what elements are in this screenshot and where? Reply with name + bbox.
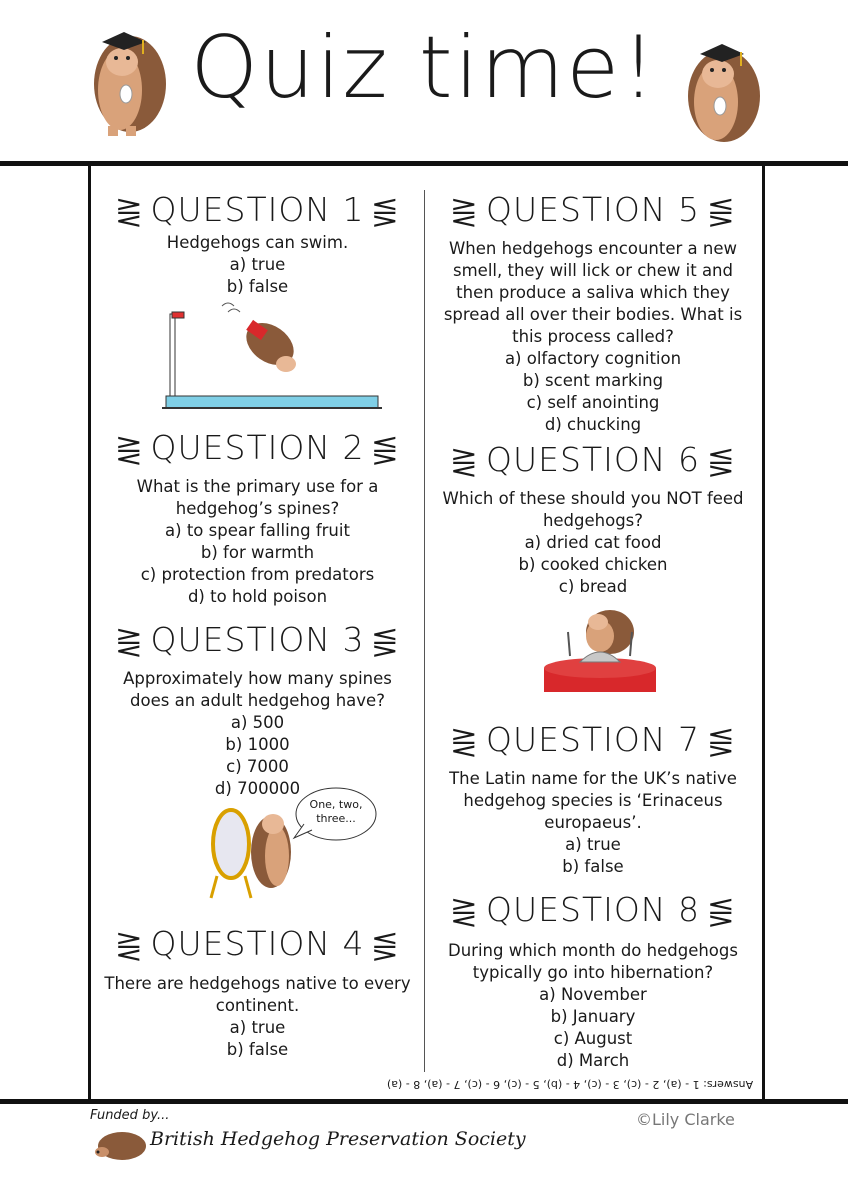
question-text: this process called? bbox=[512, 327, 674, 346]
option: b) false bbox=[226, 277, 289, 296]
option: a) November bbox=[539, 985, 647, 1004]
question-7-body bbox=[428, 768, 758, 878]
speech-bubble-text bbox=[296, 798, 376, 826]
arrow-left-icon: ⋚ bbox=[371, 932, 401, 962]
arrow-left-icon: ⋚ bbox=[371, 628, 401, 658]
option: c) protection from predators bbox=[140, 565, 375, 584]
question-text: When hedgehogs encounter a new bbox=[448, 239, 737, 258]
question-1-heading: ⋛ QUESTION 1 ⋚ bbox=[114, 190, 401, 229]
author-credit: ©Lily Clarke bbox=[636, 1110, 735, 1129]
diving-hedgehog-illustration bbox=[162, 300, 382, 412]
arrow-right-icon: ⋛ bbox=[449, 198, 480, 228]
option: a) true bbox=[565, 835, 621, 854]
footer-rule bbox=[0, 1099, 848, 1104]
society-name: British Hedgehog Preservation Society bbox=[150, 1128, 526, 1150]
question-text: hedgehog species is ‘Erinaceus bbox=[463, 791, 723, 810]
option: d) March bbox=[556, 1051, 630, 1070]
question-4-body bbox=[95, 973, 420, 1061]
option: a) true bbox=[229, 255, 286, 274]
question-text: Hedgehogs can swim. bbox=[166, 233, 349, 252]
option: c) 7000 bbox=[226, 757, 289, 776]
question-3-body bbox=[95, 668, 420, 800]
arrow-left-icon: ⋚ bbox=[706, 728, 737, 758]
arrow-left-icon: ⋚ bbox=[706, 448, 737, 478]
column-divider bbox=[424, 190, 425, 1072]
option: b) 1000 bbox=[225, 735, 290, 754]
arrow-right-icon: ⋛ bbox=[449, 728, 480, 758]
arrow-right-icon: ⋛ bbox=[114, 198, 144, 228]
arrow-left-icon: ⋚ bbox=[706, 198, 737, 228]
hedgehog-logo-icon bbox=[94, 1128, 148, 1162]
question-text: During which month do hedgehogs bbox=[448, 941, 738, 960]
option: a) 500 bbox=[230, 713, 285, 732]
page-title: Quiz time! bbox=[190, 18, 658, 118]
question-6-body bbox=[428, 488, 758, 598]
frame-right-border bbox=[762, 166, 765, 1099]
question-text: There are hedgehogs native to every bbox=[104, 974, 411, 993]
answers-upside-down: Answers: 1 - (a), 2 - (c), 3 - (c), 4 - (b), 5 - (c), 6 - (c), 7 - (a), 8 - (a) bbox=[386, 1078, 754, 1091]
header-rule bbox=[0, 161, 848, 166]
question-text: spread all over their bodies. What is bbox=[443, 305, 743, 324]
arrow-right-icon: ⋛ bbox=[449, 448, 480, 478]
funded-by-label: Funded by... bbox=[90, 1108, 170, 1123]
question-text: typically go into hibernation? bbox=[472, 963, 714, 982]
option: d) to hold poison bbox=[187, 587, 328, 606]
option: d) chucking bbox=[544, 415, 642, 434]
option: b) for warmth bbox=[200, 543, 315, 562]
question-text: Approximately how many spines bbox=[123, 669, 392, 688]
option: a) true bbox=[229, 1018, 286, 1037]
question-text: continent. bbox=[215, 996, 300, 1015]
question-text: smell, they will lick or chew it and bbox=[453, 261, 733, 280]
arrow-right-icon: ⋛ bbox=[114, 932, 144, 962]
option: c) bread bbox=[558, 577, 628, 596]
question-6-heading: ⋛ QUESTION 6 ⋚ bbox=[449, 440, 737, 479]
option: b) January bbox=[550, 1007, 636, 1026]
option: a) dried cat food bbox=[524, 533, 662, 552]
question-text: europaeus’. bbox=[544, 813, 642, 832]
option: b) cooked chicken bbox=[518, 555, 668, 574]
question-text: Which of these should you NOT feed bbox=[442, 489, 744, 508]
speech-text: One, two, bbox=[309, 798, 363, 811]
arrow-right-icon: ⋛ bbox=[114, 628, 144, 658]
question-text: What is the primary use for a bbox=[136, 477, 379, 496]
arrow-left-icon: ⋚ bbox=[706, 898, 737, 928]
question-5-heading: ⋛ QUESTION 5 ⋚ bbox=[449, 190, 737, 229]
hedgehog-graduate-left-illustration bbox=[80, 22, 170, 142]
dining-hedgehog-illustration bbox=[540, 602, 660, 694]
question-5-body bbox=[428, 238, 758, 436]
option: a) to spear falling fruit bbox=[165, 521, 350, 540]
arrow-left-icon: ⋚ bbox=[371, 436, 401, 466]
question-text: then produce a saliva which they bbox=[456, 283, 730, 302]
arrow-left-icon: ⋚ bbox=[371, 198, 401, 228]
question-2-body bbox=[95, 476, 420, 608]
option: b) false bbox=[562, 857, 624, 876]
question-7-heading: ⋛ QUESTION 7 ⋚ bbox=[449, 720, 737, 759]
frame-left-border bbox=[88, 166, 91, 1099]
question-1-body bbox=[95, 232, 420, 298]
hedgehog-graduate-right-illustration bbox=[680, 38, 770, 148]
question-text: hedgehogs? bbox=[542, 511, 644, 530]
question-text: does an adult hedgehog have? bbox=[130, 691, 385, 710]
arrow-right-icon: ⋛ bbox=[114, 436, 144, 466]
question-8-heading: ⋛ QUESTION 8 ⋚ bbox=[449, 890, 737, 929]
option: a) olfactory cognition bbox=[504, 349, 682, 368]
option: c) self anointing bbox=[526, 393, 660, 412]
arrow-right-icon: ⋛ bbox=[449, 898, 480, 928]
option: c) August bbox=[553, 1029, 633, 1048]
question-text: The Latin name for the UK’s native bbox=[449, 769, 737, 788]
option: d) 700000 bbox=[214, 779, 301, 798]
question-2-heading: ⋛ QUESTION 2 ⋚ bbox=[114, 428, 401, 467]
option: b) false bbox=[226, 1040, 289, 1059]
question-3-heading: ⋛ QUESTION 3 ⋚ bbox=[114, 620, 401, 659]
option: b) scent marking bbox=[522, 371, 664, 390]
question-8-body bbox=[428, 940, 758, 1072]
question-text: hedgehog’s spines? bbox=[175, 499, 340, 518]
question-4-heading: ⋛ QUESTION 4 ⋚ bbox=[114, 924, 401, 963]
speech-text: three... bbox=[316, 812, 356, 825]
